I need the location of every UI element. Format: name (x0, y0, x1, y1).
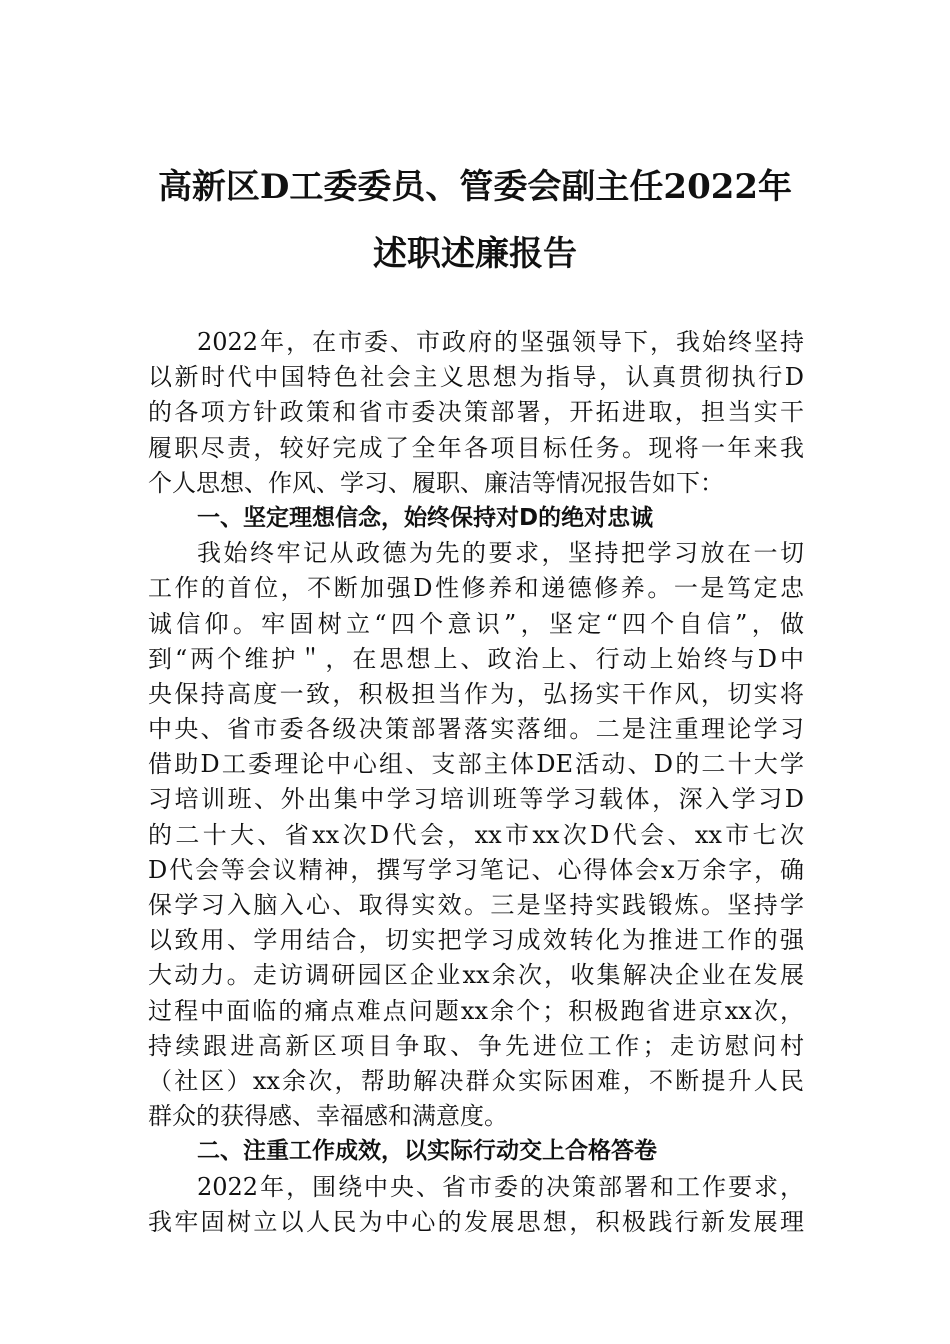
paragraph-line: 以新时代中国特色社会主义思想为指导，认真贯彻执行D (148, 363, 804, 392)
paragraph-line: D代会等会议精神，撰写学习笔记、心得体会x万余字，确 (148, 855, 804, 884)
paragraph-line: 大动力。走访调研园区企业xx余次，收集解决企业在发展 (148, 961, 804, 990)
document-title-line-1: 高新区D工委委员、管委会副主任2022年 (157, 167, 793, 207)
paragraph-line: 诚信仰。牢固树立“四个意识”，坚定“四个自信”，做 (148, 609, 804, 638)
paragraph-line: 工作的首位，不断加强D性修养和递德修养。一是笃定忠 (148, 574, 804, 603)
paragraph-line: 习培训班、外出集中学习培训班等学习载体，深入学习D (148, 785, 804, 814)
paragraph-line: 以致用、学用结合，切实把学习成效转化为推进工作的强 (148, 926, 804, 955)
paragraph-line: 我牢固树立以人民为中心的发展思想，积极践行新发展理 (148, 1207, 804, 1236)
paragraph-line: 群众的获得感、幸福感和满意度。 (148, 1102, 508, 1131)
paragraph-line: 履职尽责，较好完成了全年各项目标任务。现将一年来我 (148, 433, 804, 462)
paragraph-line: 借助D工委理论中心组、支部主体DE活动、D的二十大学 (148, 750, 804, 779)
paragraph-line: 过程中面临的痛点难点问题xx余个；积极跑省进京xx次， (148, 996, 804, 1025)
paragraph-line: 2022年，在市委、市政府的坚强领导下，我始终坚持 (197, 328, 804, 356)
paragraph-line: 央保持高度一致，积极担当作为，弘扬实干作风，切实将 (148, 679, 804, 708)
paragraph-line: 保学习入脑入心、取得实效。三是坚持实践锻炼。坚持学 (148, 891, 804, 919)
paragraph-line: 持续跟进高新区项目争取、争先进位工作；走访慰问村 (148, 1031, 804, 1060)
paragraph-line: 个人思想、作风、学习、履职、廉洁等情况报告如下： (148, 468, 724, 497)
paragraph-line: 的二十大、省xx次D代会，xx市xx次D代会、xx市七次 (148, 820, 804, 849)
document-body (148, 325, 804, 1240)
paragraph-line: 到“两个维护＂，在思想上、政治上、行动上始终与D中 (148, 644, 804, 673)
paragraph-line: 的各项方针政策和省市委决策部署，开拓进取，担当实干 (148, 398, 804, 427)
paragraph-line: 2022年，围绕中央、省市委的决策部署和工作要求， (197, 1172, 804, 1201)
section-heading-2: 二、注重工作成效，以实际行动交上合格答卷 (197, 1138, 657, 1165)
paragraph-line: 中央、省市委各级决策部署落实落细。二是注重理论学习 (148, 715, 804, 744)
section-heading-1: 一、坚定理想信念，始终保持对D的绝对忠诚 (197, 504, 654, 531)
paragraph-line: （社区）xx余次，帮助解决群众实际困难，不断提升人民 (148, 1066, 804, 1095)
document-title-line-2: 述职述廉报告 (373, 234, 577, 274)
paragraph-line: 我始终牢记从政德为先的要求，坚持把学习放在一切 (197, 539, 804, 568)
